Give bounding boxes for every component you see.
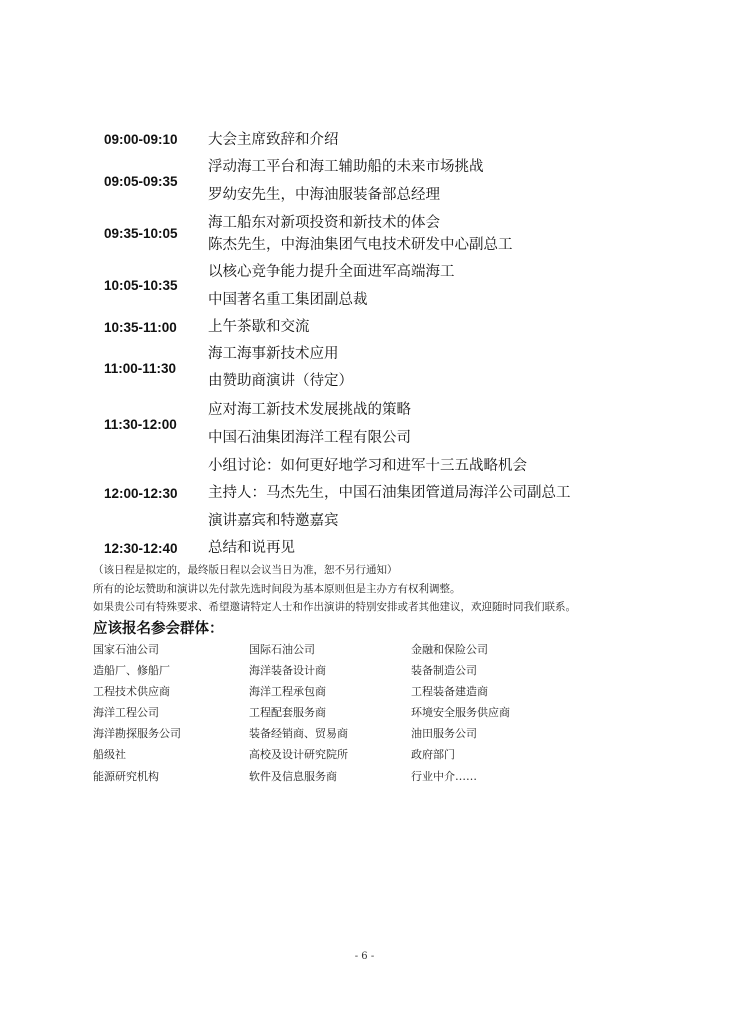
participant-group: 工程配套服务商 [249, 706, 326, 719]
participant-group: 工程装备建造商 [411, 685, 488, 698]
participant-group: 行业中介…… [411, 770, 477, 783]
agenda-item-text: 主持人：马杰先生，中国石油集团管道局海洋公司副总工 [208, 485, 571, 501]
participants-title: 应该报名参会群体： [93, 621, 224, 637]
participant-group: 装备制造公司 [411, 664, 477, 677]
agenda-item-text: 以核心竞争能力提升全面进军高端海工 [208, 264, 455, 280]
participant-group: 金融和保险公司 [411, 643, 488, 656]
agenda-item-text: 中国石油集团海洋工程有限公司 [208, 430, 411, 446]
participant-group: 海洋工程承包商 [249, 685, 326, 698]
agenda-item-text: 大会主席致辞和介绍 [208, 132, 339, 148]
agenda-item-text: 海工船东对新项投资和新技术的体会 [208, 215, 440, 231]
agenda-item-text: 海工海事新技术应用 [208, 346, 339, 362]
agenda-time: 12:30-12:40 [104, 541, 178, 556]
participant-group: 工程技术供应商 [93, 685, 170, 698]
agenda-time: 10:35-11:00 [104, 320, 177, 335]
participant-group: 国际石油公司 [249, 643, 315, 656]
participant-group: 国家石油公司 [93, 643, 159, 656]
agenda-item-text: 中国著名重工集团副总裁 [208, 292, 368, 308]
agenda-item-text: 总结和说再见 [208, 540, 295, 556]
agenda-item-text: 浮动海工平台和海工辅助船的未来市场挑战 [208, 159, 484, 175]
agenda-item-text: 应对海工新技术发展挑战的策略 [208, 402, 411, 418]
participant-group: 软件及信息服务商 [249, 770, 337, 783]
participant-group: 海洋装备设计商 [249, 664, 326, 677]
sponsorship-note: 所有的论坛赞助和演讲以先付款先选时间段为基本原则但是主办方有权利调整。 [93, 583, 461, 595]
agenda-time: 09:35-10:05 [104, 226, 178, 241]
participant-group: 油田服务公司 [411, 727, 477, 740]
schedule-disclaimer: （该日程是拟定的，最终版日程以会议当日为准，恕不另行通知） [93, 564, 398, 576]
participant-group: 环境安全服务供应商 [411, 706, 510, 719]
participant-group: 船级社 [93, 748, 126, 761]
agenda-time: 12:00-12:30 [104, 486, 178, 501]
agenda-item-text: 小组讨论：如何更好地学习和进军十三五战略机会 [208, 458, 527, 474]
contact-note: 如果贵公司有特殊要求、希望邀请特定人士和作出演讲的特别安排或者其他建议，欢迎随时同我们联系。 [93, 601, 576, 613]
participant-group: 能源研究机构 [93, 770, 159, 783]
agenda-time: 11:00-11:30 [104, 361, 177, 376]
participant-group: 政府部门 [411, 748, 455, 761]
participant-group: 造船厂、修船厂 [93, 664, 170, 677]
participant-group: 海洋勘探服务公司 [93, 727, 181, 740]
agenda-time: 09:00-09:10 [104, 132, 178, 147]
agenda-time: 11:30-12:00 [104, 417, 177, 432]
participant-group: 高校及设计研究院所 [249, 748, 348, 761]
participant-group: 装备经销商、贸易商 [249, 727, 348, 740]
participant-group: 海洋工程公司 [93, 706, 159, 719]
page-number: - 6 - [354, 951, 375, 962]
agenda-item-text: 演讲嘉宾和特邀嘉宾 [208, 513, 339, 529]
agenda-item-text: 上午茶歇和交流 [208, 319, 310, 335]
agenda-time: 09:05-09:35 [104, 174, 178, 189]
agenda-time: 10:05-10:35 [104, 278, 178, 293]
agenda-item-text: 由赞助商演讲（待定） [208, 373, 353, 389]
agenda-item-text: 罗幼安先生，中海油服装备部总经理 [208, 187, 440, 203]
agenda-item-text: 陈杰先生，中海油集团气电技术研发中心副总工 [208, 237, 513, 253]
